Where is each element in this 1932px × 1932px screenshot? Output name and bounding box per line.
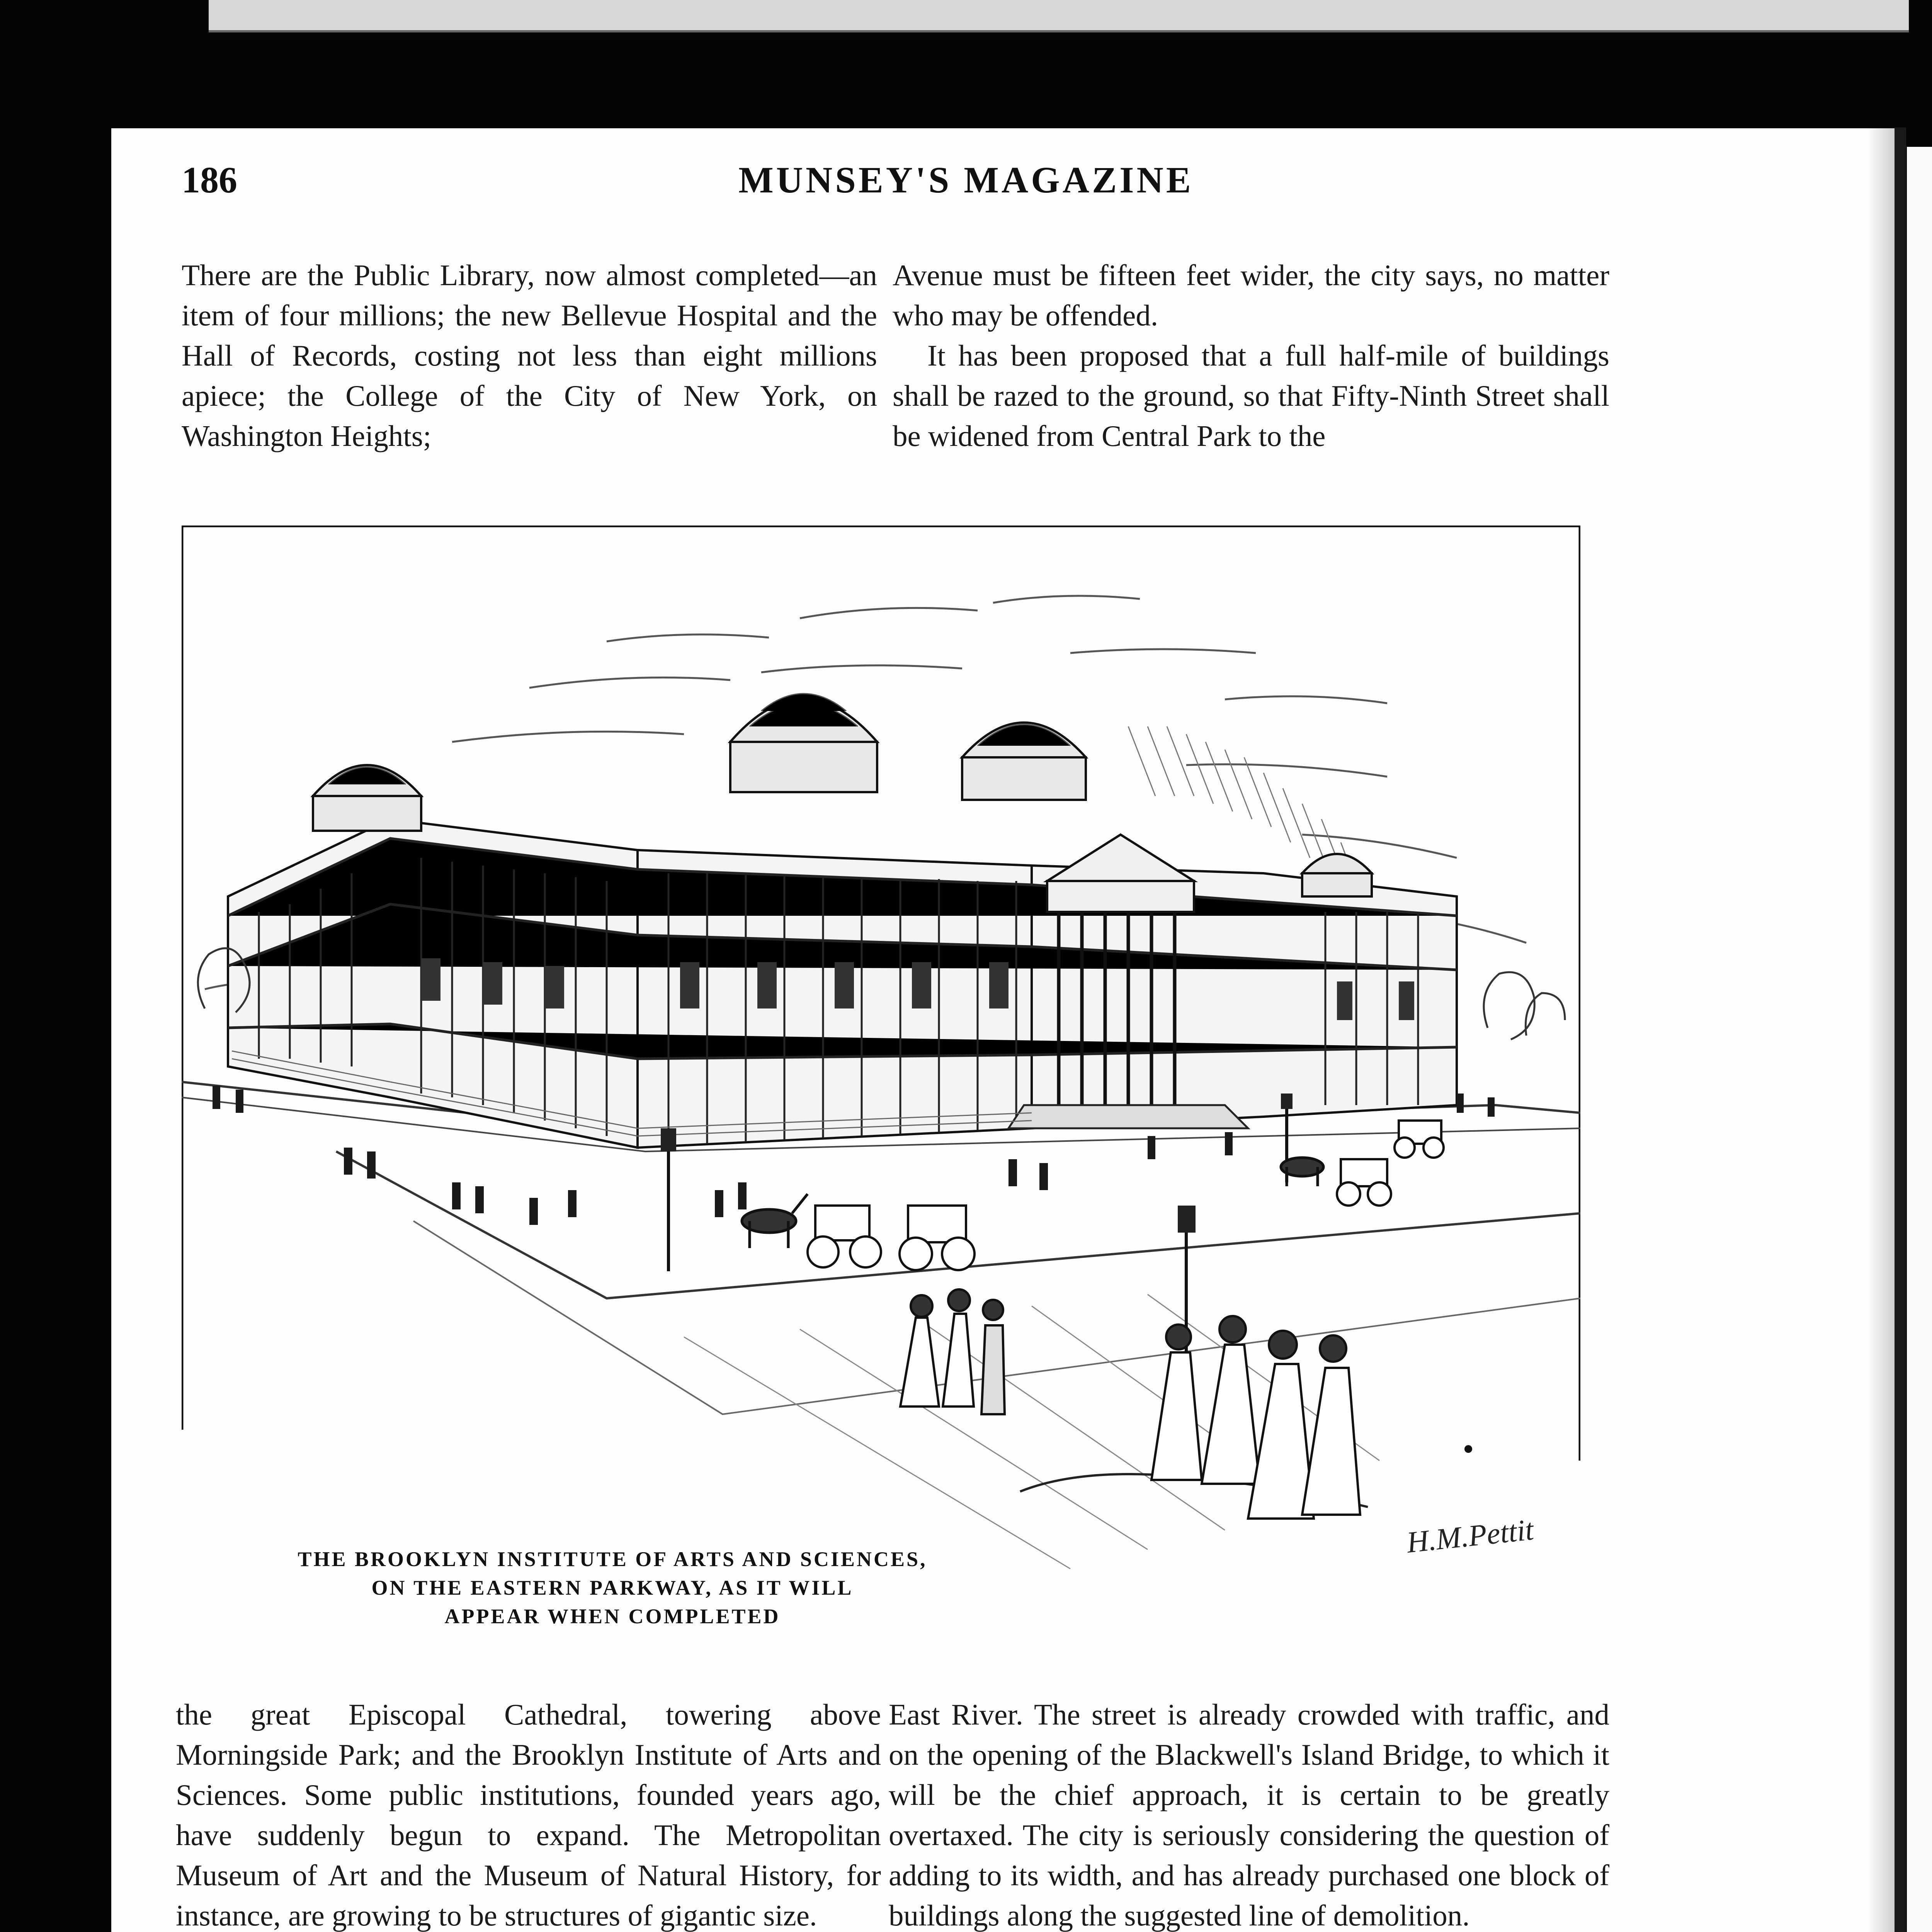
caption-line: APPEAR WHEN COMPLETED <box>444 1605 781 1628</box>
paragraph: There are the Public Library, now almost completed—an item of four millions; the new Bellevue Hospital and the Hall of Records, costing not less than eight millions apiece; the College of the City of New York, on Washington Heights; <box>182 259 877 452</box>
text-column-bottom-right <box>889 1694 1609 1932</box>
paragraph: the great Episcopal Cathedral, towering above Morningside Park; and the Brooklyn Institute of Arts and Sciences. Some public institutions, founded years ago, have suddenly begun to expand. The Metropolitan Museum of Art and the Museum of Natural History, for instance, are growing to be structures of gigantic size. <box>176 1698 881 1932</box>
artist-signature: H.M.Pettit <box>1405 1512 1535 1559</box>
text-column-top-left <box>182 255 877 456</box>
illustration-caption <box>162 1545 1063 1631</box>
page-edge <box>1895 128 1906 1932</box>
scan-top-line <box>209 30 1909 32</box>
page-number: 186 <box>182 159 237 201</box>
paragraph: Avenue must be fifteen feet wider, the city says, no matter who may be offended. <box>893 259 1609 332</box>
text-column-bottom-left <box>176 1694 881 1932</box>
facing-page-strip <box>1907 147 1932 1932</box>
scan-top-edge <box>209 0 1909 31</box>
caption-line: ON THE EASTERN PARKWAY, AS IT WILL <box>371 1576 854 1599</box>
illustration-drawing <box>182 526 1580 1607</box>
running-head: MUNSEY'S MAGAZINE <box>738 159 1194 201</box>
text-column-top-right <box>893 255 1609 456</box>
caption-line: THE BROOKLYN INSTITUTE OF ARTS AND SCIENCES, <box>298 1548 927 1571</box>
paragraph: East River. The street is already crowded with traffic, and on the opening of the Blackwell's Island Bridge, to which it will be the chief approach, it is certain to be greatly overtaxed. The city is seriously considering the question of adding to its width, and has already purchased one block of buildings along the suggested line of demolition. <box>889 1698 1609 1932</box>
paragraph: It has been proposed that a full half-mile of buildings shall be razed to the ground, so that Fifty-Ninth Street shall be widened from Central Park to the <box>893 339 1609 452</box>
gutter-shadow <box>1867 128 1895 1932</box>
building-illustration <box>182 526 1580 1607</box>
